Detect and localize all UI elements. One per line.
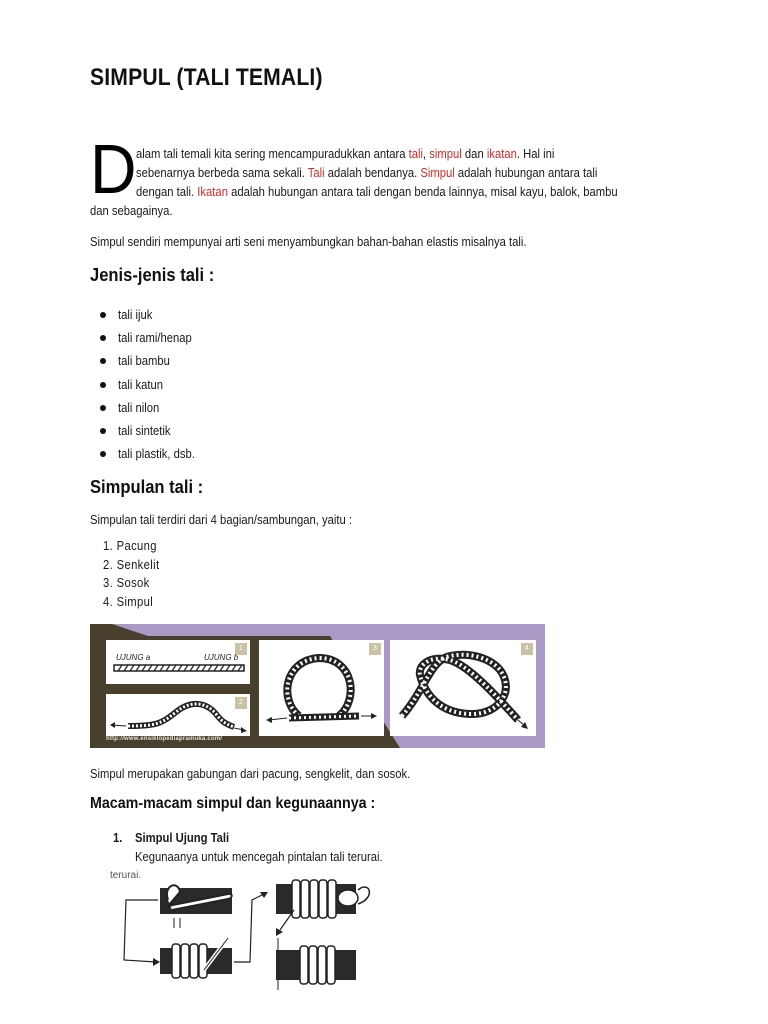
simpul-item-number: 1.	[113, 831, 123, 845]
bent-rope-icon	[106, 694, 250, 736]
page-title: SIMPUL (TALI TEMALI)	[90, 64, 323, 91]
intro-text: ,	[423, 147, 430, 161]
simpul-definition: Simpul sendiri mempunyai arti seni menyambungkan bahan-bahan elastis misalnya tali.	[90, 235, 527, 249]
list-item: 2. Senkelit	[103, 557, 160, 572]
intro-text: adalah hubungan antara tali dengan benda lainnya, misal kayu, balok, bambu	[227, 185, 618, 199]
panel-1: 1 UJUNG a UJUNG b	[106, 640, 250, 684]
gabungan-text: Simpul merupakan gabungan dari pacung, sengkelit, dan sosok.	[90, 767, 411, 781]
highlighted-term: Tali	[307, 166, 325, 180]
list-item: tali rami/henap	[100, 326, 203, 349]
simpulan-intro: Simpulan tali terdiri dari 4 bagian/sambungan, yaitu :	[90, 513, 353, 527]
source-url: http://www.ensiklopediapramuka.com/	[106, 736, 223, 742]
heading-macam-simpul: Macam-macam simpul dan kegunaannya :	[90, 795, 376, 812]
intro-text: . Hal ini	[516, 147, 555, 161]
figure-caption-fragment: terurai.	[110, 870, 142, 881]
heading-jenis-tali: Jenis-jenis tali :	[90, 265, 215, 285]
highlighted-term: Simpul	[420, 166, 455, 180]
intro-text: alam tali temali kita sering mencampuradukkan antara	[136, 147, 409, 161]
bullet-icon	[100, 428, 106, 434]
overhand-knot-icon	[390, 640, 536, 736]
panel-4: 4	[390, 640, 536, 736]
intro-text: dan sebagainya.	[90, 204, 173, 218]
highlighted-term: Ikatan	[197, 185, 228, 199]
panel-3: 3	[259, 640, 384, 736]
knot-steps-illustration	[90, 624, 545, 748]
intro-text: sebenarnya berbeda sama sekali.	[136, 166, 308, 180]
list-item: tali sintetik	[100, 419, 203, 442]
list-item: tali bambu	[100, 350, 203, 373]
highlighted-term: tali	[408, 147, 424, 161]
list-item: tali ijuk	[100, 303, 203, 326]
list-item: tali katun	[100, 373, 203, 396]
intro-line-3	[136, 185, 618, 199]
loop-rope-icon	[259, 640, 384, 736]
jenis-tali-list	[100, 303, 203, 466]
list-item: tali nilon	[100, 396, 203, 419]
simpulan-list	[103, 539, 166, 614]
intro-text: dengan tali.	[136, 185, 198, 199]
bullet-icon	[100, 451, 106, 457]
highlighted-term: simpul	[429, 147, 462, 161]
bullet-icon	[100, 382, 106, 388]
heading-simpulan-tali: Simpulan tali :	[90, 477, 204, 497]
intro-line-2	[136, 166, 597, 180]
bullet-icon	[100, 358, 106, 364]
list-item: 4. Simpul	[103, 595, 154, 610]
simpul-ujung-tali-figure	[108, 870, 398, 1024]
intro-text: dan	[461, 147, 487, 161]
list-item: 3. Sosok	[103, 576, 150, 591]
list-item: 1. Pacung	[103, 539, 157, 553]
simpul-item-name: Simpul Ujung Tali	[135, 831, 230, 845]
list-item: tali plastik, dsb.	[100, 443, 203, 466]
bullet-icon	[100, 405, 106, 411]
whipping-steps-icon	[108, 870, 398, 1024]
intro-line-1	[136, 147, 554, 161]
drop-cap: D	[90, 130, 137, 208]
intro-text: adalah hubungan antara tali	[454, 166, 598, 180]
bullet-icon	[100, 335, 106, 341]
straight-rope-icon	[106, 640, 250, 684]
simpul-item-use: Kegunaanya untuk mencegah pintalan tali terurai.	[135, 850, 383, 864]
bullet-icon	[100, 312, 106, 318]
intro-line-4	[90, 204, 173, 218]
highlighted-term: ikatan	[486, 147, 517, 161]
panel-2: 2	[106, 694, 250, 736]
intro-text: adalah bendanya.	[324, 166, 421, 180]
